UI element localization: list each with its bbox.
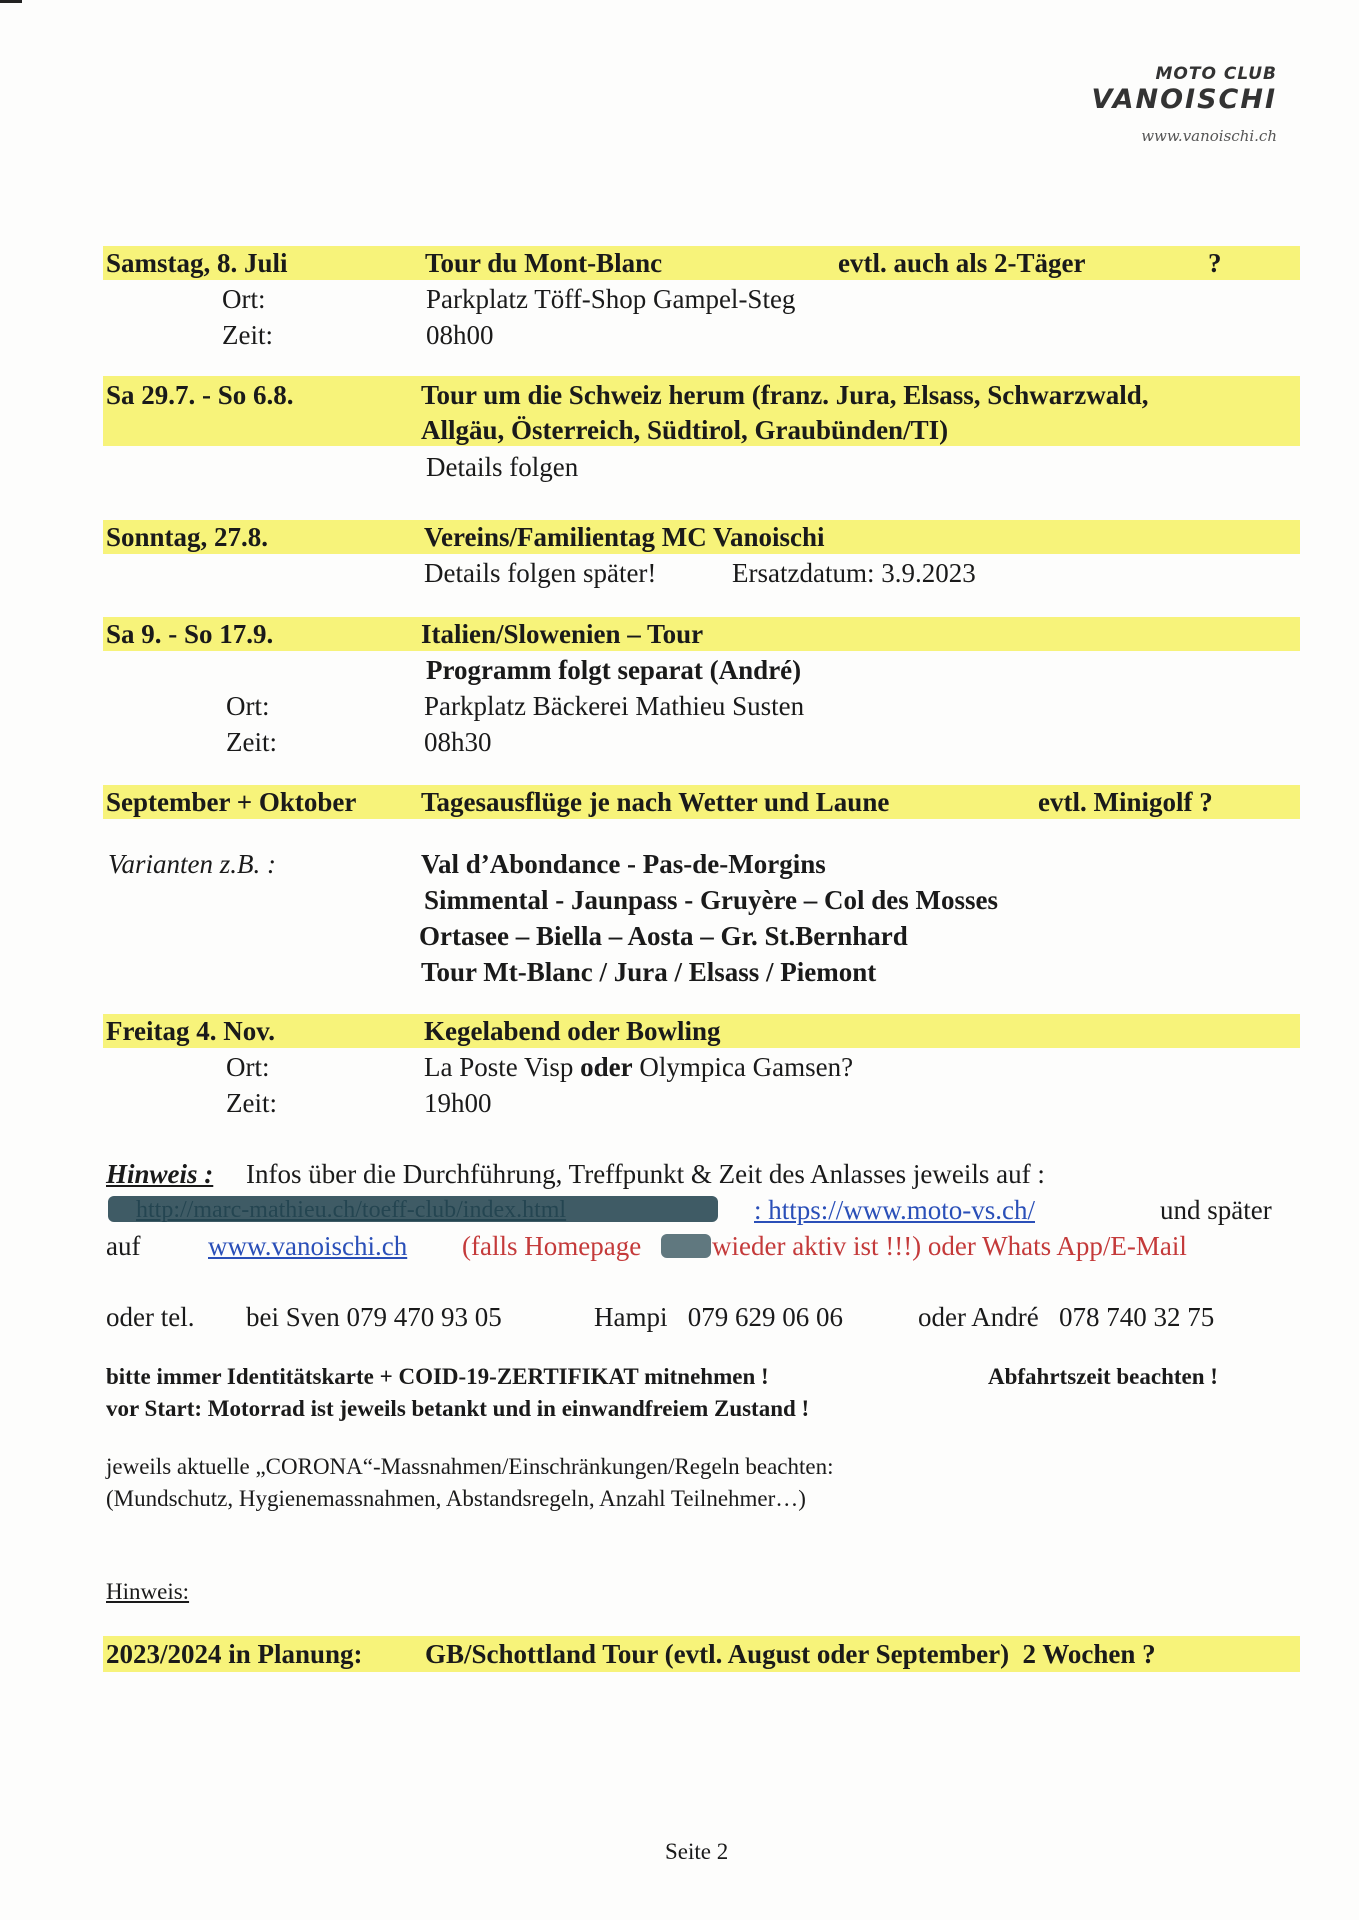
variant-item: Tour Mt-Blanc / Jura / Elsass / Piemont xyxy=(421,957,877,987)
event6-ort-a: La Poste Visp xyxy=(424,1052,574,1082)
homepage-note-start: (falls Homepage xyxy=(462,1231,642,1261)
event2-title-line1: Tour um die Schweiz herum (franz. Jura, Elsass, Schwarzwald, xyxy=(421,380,1149,410)
note-motorcycle: vor Start: Motorrad ist jeweils betankt und in einwandfreiem Zustand ! xyxy=(106,1396,810,1421)
note-corona: jeweils aktuelle „CORONA“-Massnahmen/Einschränkungen/Regeln beachten: xyxy=(106,1454,834,1479)
hinweis-text: Infos über die Durchführung, Treffpunkt & Zeit des Anlasses jeweils auf : xyxy=(246,1159,1045,1189)
page-number: Seite 2 xyxy=(665,1839,729,1864)
event2-details: Details folgen xyxy=(426,452,579,482)
event1-question: ? xyxy=(1208,248,1222,278)
footer-hinweis: Hinweis: xyxy=(106,1579,190,1604)
event5-variants-label: Varianten z.B. : xyxy=(108,849,276,879)
event4-title: Italien/Slowenien – Tour xyxy=(421,619,704,649)
homepage-note-end: wieder aktiv ist !!!) oder Whats App/E-Mail xyxy=(712,1231,1187,1261)
logo-line2: VANOISCHI xyxy=(1091,84,1277,115)
event1-ort: Parkplatz Töff-Shop Gampel-Steg xyxy=(426,284,796,314)
variant-item: Simmental - Jaunpass - Gruyère – Col des Mosses xyxy=(424,885,999,915)
contact-sven: bei Sven 079 470 93 05 xyxy=(246,1302,502,1332)
event6-title: Kegelabend oder Bowling xyxy=(424,1016,721,1046)
club-logo xyxy=(1092,64,1277,145)
planning-text: GB/Schottland Tour (evtl. August oder September) 2 Wochen ? xyxy=(425,1639,1156,1669)
event1-title: Tour du Mont-Blanc xyxy=(425,248,663,278)
planning-label: 2023/2024 in Planung: xyxy=(106,1639,363,1669)
und-spaeter: und später xyxy=(1160,1195,1272,1225)
event4-ort: Parkplatz Bäckerei Mathieu Susten xyxy=(424,691,805,721)
event1-ort-label: Ort: xyxy=(222,284,266,314)
note-corona-details: (Mundschutz, Hygienemassnahmen, Abstandsregeln, Anzahl Teilnehmer…) xyxy=(106,1486,806,1511)
note-departure-time: Abfahrtszeit beachten ! xyxy=(988,1364,1218,1389)
scan-mark xyxy=(0,0,22,3)
event6-ort-label: Ort: xyxy=(226,1052,270,1082)
moto-vs-link[interactable]: : https://www.moto-vs.ch/ xyxy=(754,1195,1035,1225)
event4-date: Sa 9. - So 17.9. xyxy=(106,619,274,649)
contact-hampi: Hampi 079 629 06 06 xyxy=(594,1302,843,1332)
event3-date: Sonntag, 27.8. xyxy=(106,522,269,552)
logo-website: www.vanoischi.ch xyxy=(1141,127,1277,145)
event5-date: September + Oktober xyxy=(106,787,357,817)
event1-date: Samstag, 8. Juli xyxy=(106,248,288,278)
redaction-mark xyxy=(661,1234,711,1258)
event3-title: Vereins/Familientag MC Vanoischi xyxy=(424,522,825,552)
event6-date: Freitag 4. Nov. xyxy=(106,1016,275,1046)
event6-ort-oder: oder xyxy=(580,1052,633,1082)
event1-zeit-label: Zeit: xyxy=(222,320,273,350)
event3-details: Details folgen später! xyxy=(424,558,657,588)
redaction-mark xyxy=(108,1196,718,1222)
event4-zeit-label: Zeit: xyxy=(226,727,277,757)
event2-title-line2: Allgäu, Österreich, Südtirol, Graubünden/TI) xyxy=(421,415,949,445)
event4-ort-label: Ort: xyxy=(226,691,270,721)
event6-zeit-label: Zeit: xyxy=(226,1088,277,1118)
vanoischi-link[interactable]: www.vanoischi.ch xyxy=(208,1231,408,1261)
event5-note: evtl. Minigolf ? xyxy=(1038,787,1213,817)
event1-zeit: 08h00 xyxy=(426,320,494,350)
auf-text: auf xyxy=(106,1231,141,1261)
contact-prefix: oder tel. xyxy=(106,1302,195,1332)
event5-title: Tagesausflüge je nach Wetter und Laune xyxy=(421,787,890,817)
event6-ort-b: Olympica Gamsen? xyxy=(639,1052,854,1082)
event4-zeit: 08h30 xyxy=(424,727,492,757)
event1-note: evtl. auch als 2-Täger xyxy=(838,248,1086,278)
variant-item: Val d’Abondance - Pas-de-Morgins xyxy=(421,849,826,879)
event4-program: Programm folgt separat (André) xyxy=(426,655,802,685)
event6-ort xyxy=(424,1050,853,1084)
variant-item: Ortasee – Biella – Aosta – Gr. St.Bernhard xyxy=(419,921,908,951)
note-id-certificate: bitte immer Identitätskarte + COID-19-ZERTIFIKAT mitnehmen ! xyxy=(106,1364,769,1389)
event2-date: Sa 29.7. - So 6.8. xyxy=(106,380,294,410)
event3-ersatzdatum: Ersatzdatum: 3.9.2023 xyxy=(732,558,976,588)
contact-andre: oder André 078 740 32 75 xyxy=(918,1302,1215,1332)
event6-zeit: 19h00 xyxy=(424,1088,492,1118)
hinweis-label: Hinweis : xyxy=(106,1159,214,1189)
logo-line1: MOTO CLUB xyxy=(1155,64,1277,84)
